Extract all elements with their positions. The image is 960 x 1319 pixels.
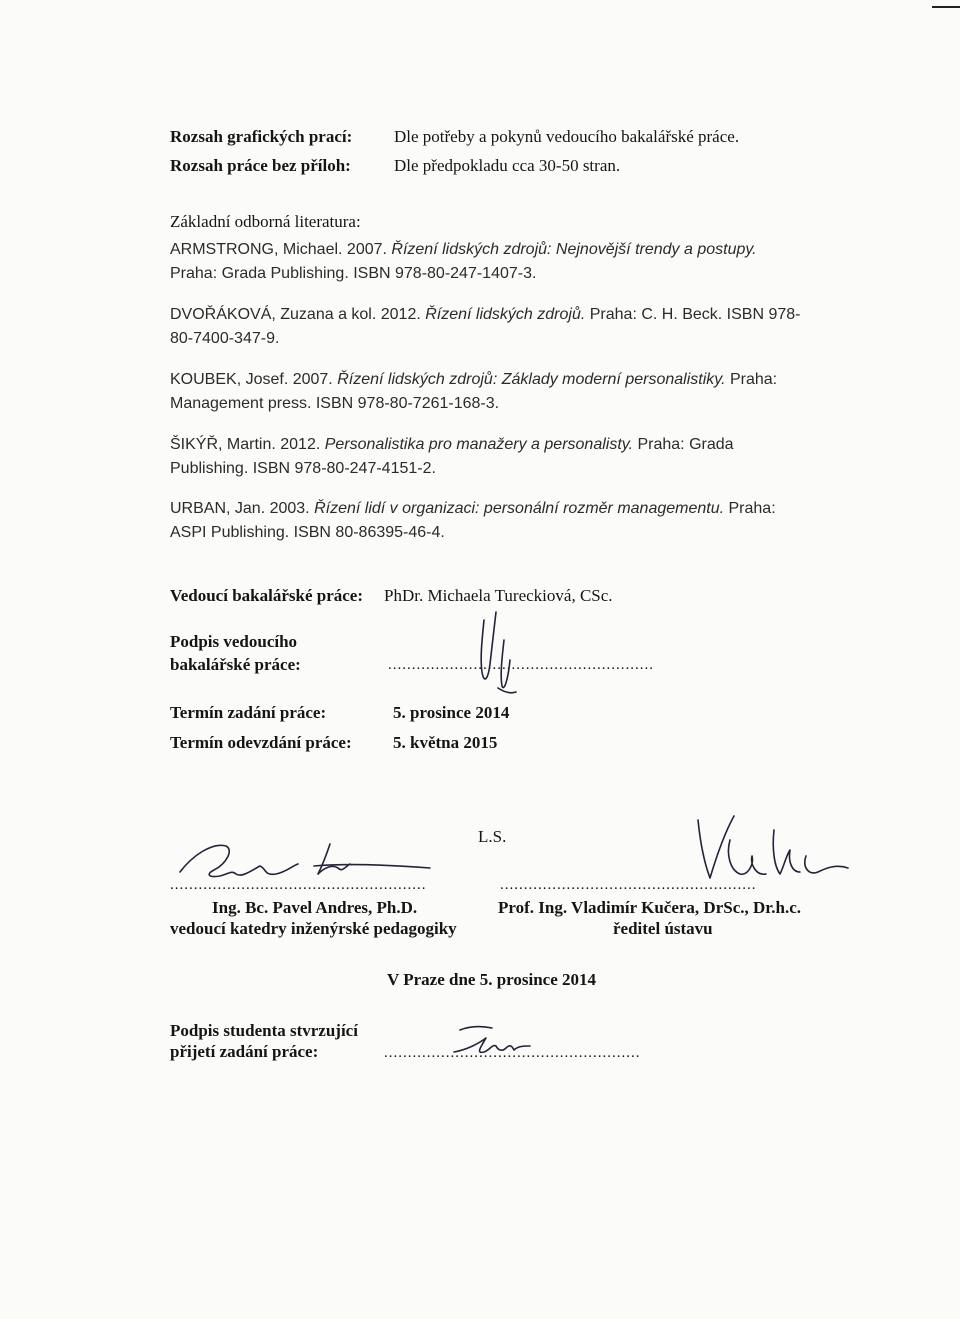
reference-item — [170, 497, 810, 545]
reference-item — [170, 368, 810, 416]
reference-title: Personalistika pro manažery a personalisty. — [324, 436, 634, 453]
length-scope-value: Dle předpokladu cca 30-50 stran. — [394, 156, 621, 175]
assignment-date-value: 5. prosince 2014 — [393, 703, 510, 722]
page-edge-mark — [932, 6, 960, 8]
reference-authors: URBAN, Jan. 2003. — [170, 500, 315, 517]
department-head-name: Ing. Bc. Pavel Andres, Ph.D. — [212, 898, 418, 917]
reference-title: Řízení lidských zdrojů. — [425, 306, 586, 323]
reference-authors: ARMSTRONG, Michael. 2007. — [170, 241, 392, 258]
reference-item — [170, 433, 810, 481]
reference-publisher: Praha: Management press. ISBN 978-80-7261-168-3. — [170, 371, 778, 412]
reference-title: Řízení lidských zdrojů: Nejnovější trendy a postupy. — [391, 241, 757, 258]
graphics-scope-label: Rozsah grafických prací: — [170, 127, 353, 146]
reference-publisher: Praha: Grada Publishing. ISBN 978-80-247-1407-3. — [170, 265, 537, 282]
reference-publisher: Praha: ASPI Publishing. ISBN 80-86395-46-4. — [170, 500, 776, 541]
director-role: ředitel ústavu — [613, 919, 713, 938]
graphics-scope-value: Dle potřeby a pokynů vedoucího bakalářské práce. — [394, 127, 740, 146]
supervisor-sign-label: bakalářské práce: — [170, 655, 301, 674]
literature-heading: Základní odborná literatura: — [170, 212, 361, 231]
reference-authors: KOUBEK, Josef. 2007. — [170, 371, 338, 388]
reference-title: Řízení lidí v organizaci: personální rozměr managementu. — [314, 500, 725, 517]
supervisor-signature — [470, 600, 530, 700]
length-scope-label: Rozsah práce bez příloh: — [170, 156, 351, 175]
supervisor-sign-label: Podpis vedoucího — [170, 632, 298, 651]
supervisor-signature-line: ........................................................ — [388, 657, 654, 673]
student-signature-line: ...................................................... — [384, 1045, 641, 1061]
reference-item — [170, 303, 810, 351]
director-signature-line: ...................................................... — [500, 877, 757, 893]
stamp-placeholder: L.S. — [478, 827, 507, 846]
reference-item — [170, 238, 810, 286]
reference-publisher: Praha: C. H. Beck. ISBN 978-80-7400-347-9. — [170, 306, 801, 347]
place-date: V Praze dne 5. prosince 2014 — [387, 970, 597, 989]
department-head-signature-line: ...................................................... — [170, 877, 427, 893]
student-sign-label: přijetí zadání práce: — [170, 1042, 319, 1061]
supervisor-label: Vedoucí bakalářské práce: — [170, 586, 363, 605]
supervisor-name: PhDr. Michaela Tureckiová, CSc. — [384, 586, 613, 605]
reference-publisher: Praha: Grada Publishing. ISBN 978-80-247-4151-2. — [170, 436, 734, 477]
director-name: Prof. Ing. Vladimír Kučera, DrSc., Dr.h.c. — [498, 898, 801, 917]
assignment-date-label: Termín zadání práce: — [170, 703, 327, 722]
reference-authors: ŠIKÝŘ, Martin. 2012. — [170, 436, 325, 453]
department-head-role: vedoucí katedry inženýrské pedagogiky — [170, 919, 457, 938]
reference-title: Řízení lidských zdrojů: Základy moderní personalistiky. — [337, 371, 726, 388]
submission-date-value: 5. května 2015 — [393, 733, 498, 752]
submission-date-label: Termín odevzdání práce: — [170, 733, 352, 752]
student-sign-label: Podpis studenta stvrzující — [170, 1021, 358, 1040]
reference-authors: DVOŘÁKOVÁ, Zuzana a kol. 2012. — [170, 306, 426, 323]
